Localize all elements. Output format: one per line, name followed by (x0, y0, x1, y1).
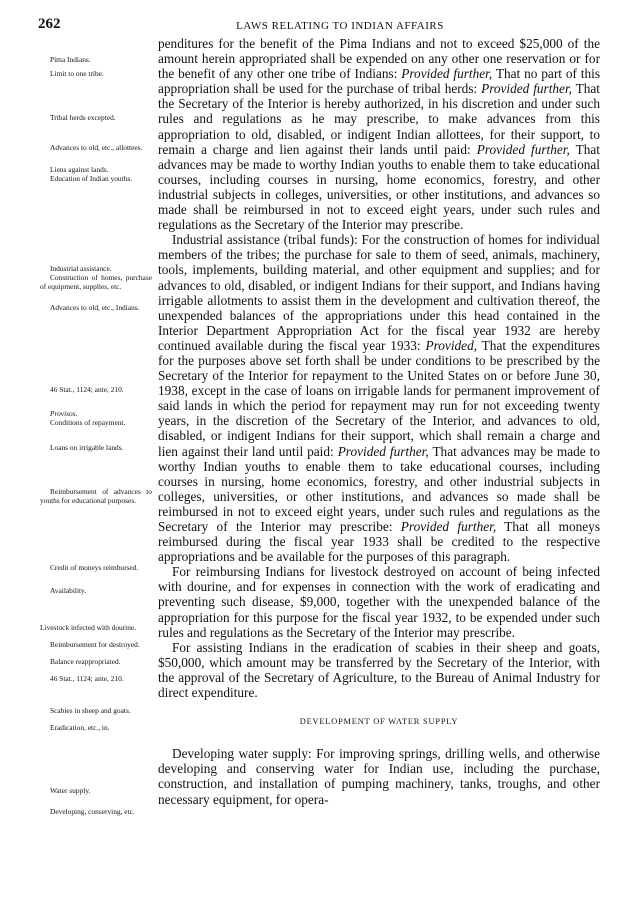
body-text (158, 36, 600, 807)
margin-note (40, 70, 152, 79)
margin-note (40, 175, 152, 184)
margin-note (40, 675, 152, 684)
margin-note (40, 707, 152, 716)
running-title: LAWS RELATING TO INDIAN AFFAIRS (236, 20, 444, 32)
margin-note-text: Tribal herds excepted. (50, 113, 116, 122)
paragraph-dourine: For reimbursing Indians for livestock destroyed on account of being infected with dourine, and for expenses in connection with the work of eradicating and preventing such disease, $9,000, together with the unexpended balance of the appropriation for this purpose for the fiscal year 1932, to be expended under such rules and regulations as the Secretary of the Interior may prescribe. (158, 564, 600, 640)
margin-note (40, 564, 152, 573)
margin-note-text: 46 Stat., 1124; ante, 210. (50, 674, 124, 683)
margin-note-text: Loans on irrigable lands. (50, 443, 124, 452)
margin-note-text: Reimbursement for destroyed. (50, 640, 140, 649)
margin-note-text: Industrial assistance. (50, 264, 112, 273)
margin-note (40, 56, 152, 65)
margin-note-text: Provisos. (50, 409, 78, 418)
margin-note-text: Reimbursement of advances to youths for educational purposes. (40, 487, 152, 505)
margin-note-text: Availability. (50, 586, 87, 595)
margin-note-text: Construction of homes, purchase of equipment, supplies, etc. (40, 273, 152, 291)
margin-note (40, 587, 152, 596)
margin-note (40, 144, 152, 153)
margin-note (40, 658, 152, 667)
margin-note (40, 624, 152, 633)
margin-note-text: Limit to one tribe. (50, 69, 104, 78)
margin-note (40, 386, 152, 395)
margin-note (40, 114, 152, 123)
margin-note-text: Education of Indian youths. (50, 174, 133, 183)
margin-note (40, 808, 152, 817)
margin-note (40, 419, 152, 428)
paragraph-scabies: For assisting Indians in the eradication of scabies in their sheep and goats, $50,000, which amount may be transferred by the Secretary of the Interior, with the approval of the Secretary of Agriculture, to the Bureau of Animal Industry for direct expenditure. (158, 639, 600, 701)
margin-note-text: Developing, conserving, etc. (50, 807, 135, 816)
margin-note-text: Credit of moneys reimbursed. (50, 563, 139, 572)
margin-note-text: Livestock infected with dourine. (40, 623, 137, 632)
margin-note-text: Eradication, etc., in. (50, 723, 110, 732)
margin-note (40, 641, 152, 650)
paragraph-water-supply: Developing water supply: For improving springs, drilling wells, and otherwise developing and conserving water for Indian use, including the purchase, construction, and installation of pumping machinery, tanks, troughs, and other necessary equipment, for opera- (158, 746, 600, 807)
margin-note-text: Pima Indians. (50, 55, 91, 64)
margin-note-text: Liens against lands. (50, 165, 109, 174)
margin-note-text: Advances to old, etc., allottees. (50, 143, 143, 152)
margin-note (40, 274, 152, 291)
margin-note-text: Advances to old, etc., Indians. (50, 303, 140, 312)
margin-note (40, 787, 152, 796)
margin-notes (0, 0, 156, 900)
margin-note (40, 444, 152, 453)
page-number: 262 (38, 16, 61, 32)
margin-note (40, 304, 152, 313)
margin-note-text: Conditions of repayment. (50, 418, 126, 427)
margin-note (40, 488, 152, 505)
margin-note-text: Scabies in sheep and goats. (50, 706, 131, 715)
margin-note-text: 46 Stat., 1124; ante, 210. (50, 385, 124, 394)
section-heading: DEVELOPMENT OF WATER SUPPLY (299, 717, 459, 727)
margin-note-text: Water supply. (50, 786, 91, 795)
paragraph-pima: penditures for the benefit of the Pima Indians and not to exceed $25,000 of the amount herein appropriated shall be expended on any other one reservation or for the benefit of any other one tribe of Indians: Provided further, That no part of this appropriation shall be used for the purchase of tribal herds: Provided further, That the Secretary of the Interior is hereby authorized, in his discretion and under such rules and regulations as he may prescribe, to make advances from this appropriation to old, disabled, or indigent Indian allottees, for their support, to remain a charge and lien against their lands until paid: Provided further, That advances may be made to worthy Indian youths to enable them to take educational courses, including courses in nursing, home economics, forestry, and other industrial subjects in colleges, universities, or other institutions, and advances so made shall be reimbursed in not to exceed eight years, under such rules and regulations as the Secretary of the Interior may prescribe. (158, 36, 601, 233)
margin-note-text: Balance reappropriated. (50, 657, 121, 666)
paragraph-industrial-assistance: Industrial assistance (tribal funds): For the construction of homes for individual members of the tribes; the purchase for sale to them of seed, animals, machinery, tools, implements, building material, and other equipment and supplies; and for advances to old, disabled, or indigent Indians for their support, and Indians having irrigable allotments to assist them in the development and cultivation thereof, the unexpended balances of the appropriations under this head contained in the Interior Department Appropriation Act for the fiscal year 1932 are hereby continued available during the fiscal year 1933: Provided, That the expenditures for the purposes above set forth shall be under conditions to be prescribed by the Secretary of the Interior for repayment to the United States on or before June 30, 1938, except in the case of loans on irrigable lands for permanent improvement of said lands in which the period for repayment may run for not exceeding twenty years, in the discretion of the Secretary of the Interior, and advances to old, disabled, or indigent Indians for their support, which shall remain a charge and lien against their land until paid: Provided further, That advances may be made to worthy Indian youths to enable them to take educational courses, including courses in nursing, home economics, forestry, and other industrial subjects in colleges, universities, or other institutions, and advances so made shall be reimbursed in not to exceed eight years, under such rules and regulations as the Secretary of the Interior may prescribe: Provided further, That all moneys reimbursed during the fiscal year 1933 shall be credited to the respective appropriations and be available for the purposes of this paragraph. (158, 232, 601, 565)
margin-note (40, 724, 152, 733)
